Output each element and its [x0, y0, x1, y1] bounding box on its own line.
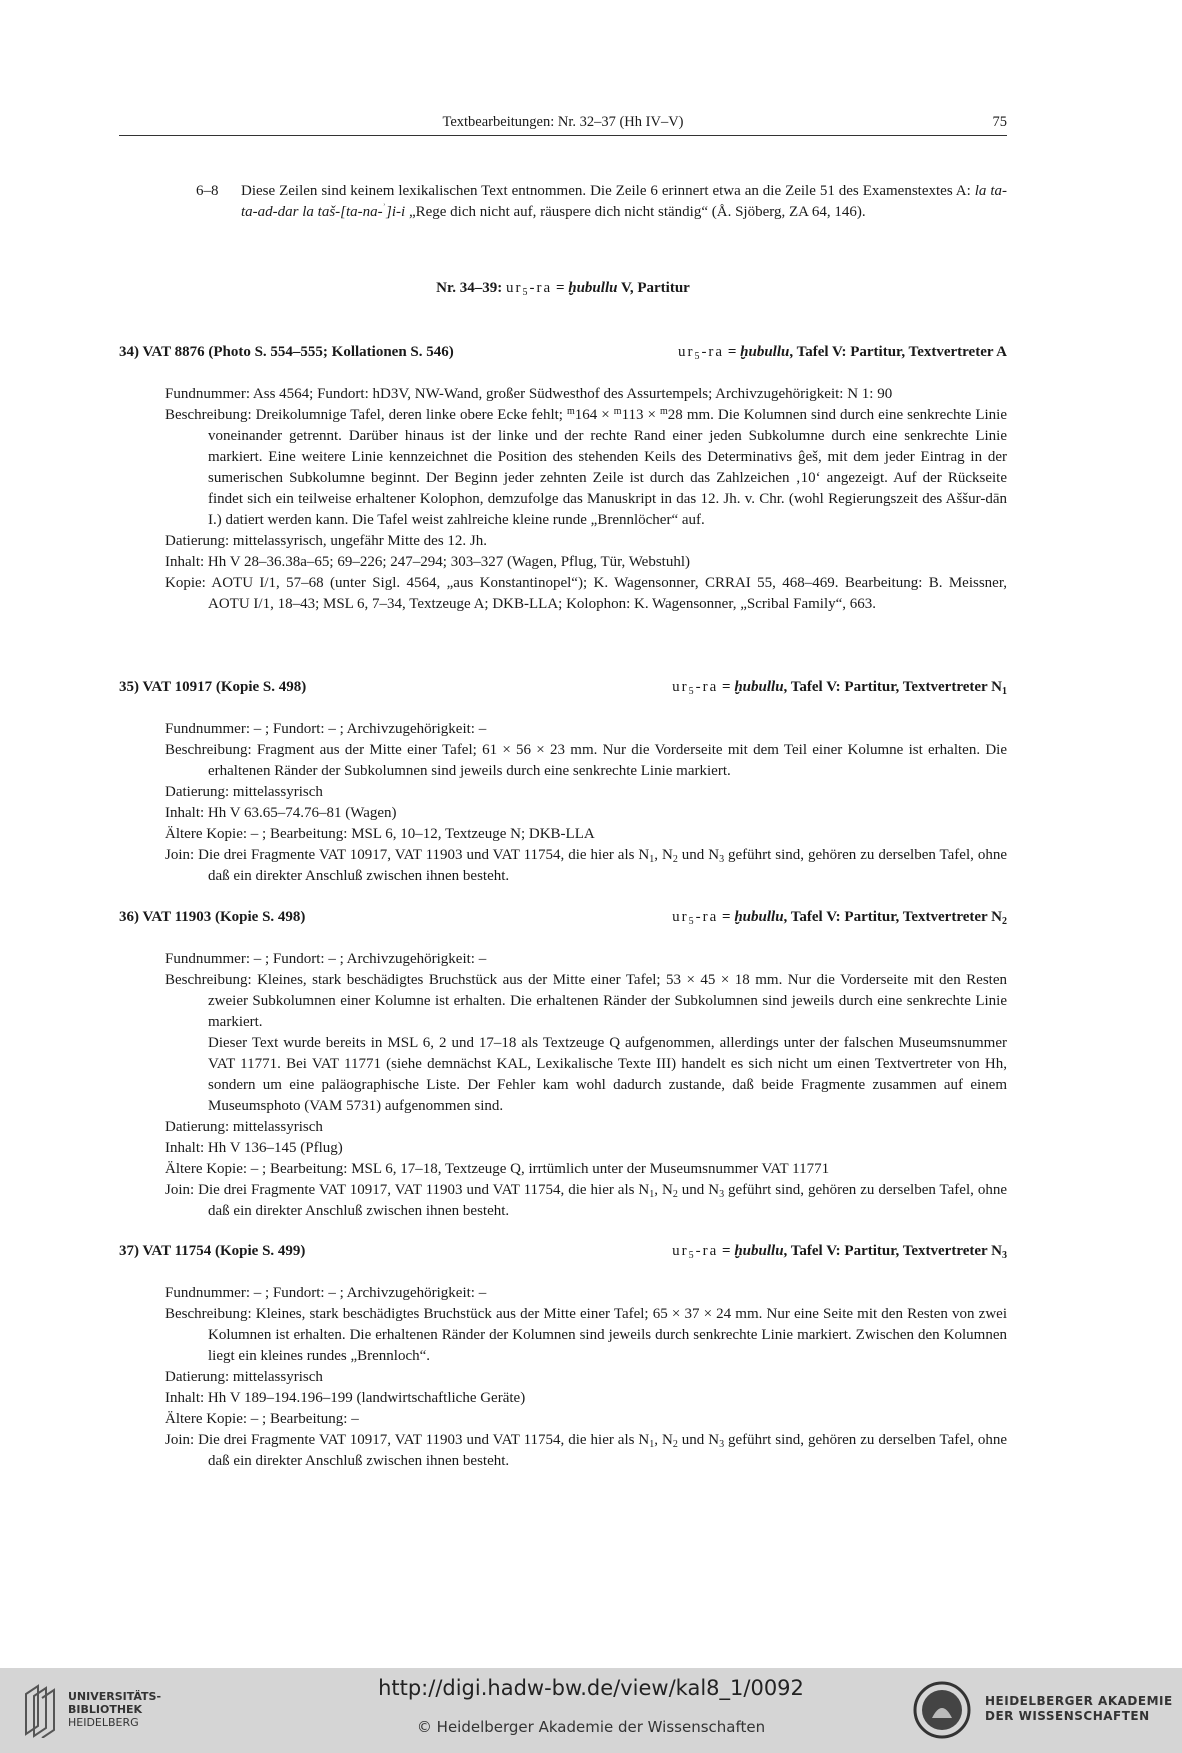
- section-akkadian: ḫubullu: [568, 280, 618, 296]
- title-eq: =: [718, 909, 735, 925]
- join-d: geführt sind, gehören zu derselben Tafel, ohne daß ein direkter Anschluß zwischen ihnen besteht.: [208, 1432, 1007, 1469]
- join-sub-1: 1: [649, 854, 655, 865]
- title-suffix: , Tafel V: Partitur, Textvertreter N: [783, 909, 1002, 925]
- note-translit-end: ]i-i: [386, 204, 406, 220]
- permalink-url[interactable]: http://digi.hadw-bw.de/view/kal8_1/0092: [378, 1676, 804, 1700]
- beschreibung-a: Beschreibung: Dreikolumnige Tafel, deren linke obere Ecke fehlt;: [165, 407, 567, 423]
- entry-title-right: [672, 1243, 1007, 1260]
- datierung: Datierung: mittelassyrisch, ungefähr Mitte des 12. Jh.: [165, 533, 488, 549]
- inhalt: Inhalt: Hh V 63.65–74.76–81 (Wagen): [165, 805, 397, 821]
- title-suffix: , Tafel V: Partitur, Textvertreter N: [783, 679, 1002, 695]
- title-suffix: , Tafel V: Partitur, Textvertreter N: [783, 1243, 1002, 1259]
- entry-title-35: [119, 679, 1007, 701]
- beschreibung: [165, 405, 1007, 531]
- entry-title-right: [672, 679, 1007, 696]
- title-subscript: 2: [1002, 916, 1007, 927]
- datierung: Datierung: mittelassyrisch: [165, 784, 323, 800]
- join-b: , N: [654, 1182, 673, 1198]
- note-text-a: Diese Zeilen sind keinem lexikalischen Text entnommen. Die Zeile 6 erinnert etwa an die Zeile 51 des Examenstextes A:: [241, 183, 975, 199]
- entry-title-34: [119, 344, 1007, 366]
- title-sumerian-a: ur: [672, 679, 689, 695]
- entry-body-34: [165, 384, 1007, 615]
- join-b: , N: [654, 847, 673, 863]
- join-sub-3: 3: [719, 1439, 725, 1450]
- title-sub: 5: [688, 1250, 696, 1261]
- title-sumerian-b: -ra: [695, 1243, 719, 1259]
- dim1: 164 ×: [574, 407, 614, 423]
- join: [165, 845, 1007, 887]
- ub-line-2: BIBLIOTHEK: [68, 1703, 143, 1716]
- join: [165, 1180, 1007, 1222]
- entry-title-right: [678, 344, 1007, 361]
- kopie: Kopie: AOTU I/1, 57–68 (unter Sigl. 4564, „aus Konstantinopel“); K. Wagensonner, CRRAI 55, 468–469. Bearbeitung: B. Meissner, AOTU I/1, 18–43; MSL 6, 7–34, Textzeuge A; DKB-LLA; Kolophon: K. Wagensonner, „Scribal Family“, 663.: [165, 575, 1007, 612]
- entry-body-36: [165, 949, 1007, 1222]
- section-eq: =: [552, 280, 569, 296]
- inhalt: Inhalt: Hh V 28–36.38a–65; 69–226; 247–294; 303–327 (Wagen, Pflug, Tür, Webstuhl): [165, 554, 691, 570]
- title-subscript: 1: [1002, 686, 1007, 697]
- title-sub: 5: [688, 916, 696, 927]
- entry-title-left: 37) VAT 11754 (Kopie S. 499): [119, 1243, 306, 1259]
- join-a: Join: Die drei Fragmente VAT 10917, VAT 11903 und VAT 11754, die hier als N: [165, 847, 650, 863]
- running-header: [119, 114, 1007, 136]
- section-sumerian-b: -ra: [529, 280, 553, 296]
- entry-title-left: 35) VAT 10917 (Kopie S. 498): [119, 679, 307, 695]
- academy-name: [985, 1694, 1173, 1724]
- m-sup-1: m: [566, 406, 575, 417]
- kopie: Ältere Kopie: – ; Bearbeitung: MSL 6, 10–12, Textzeuge N; DKB-LLA: [165, 826, 595, 842]
- title-eq: =: [718, 679, 735, 695]
- join-c: und N: [677, 847, 720, 863]
- join: [165, 1430, 1007, 1472]
- title-sumerian-a: ur: [672, 1243, 689, 1259]
- entry-body-35: [165, 719, 1007, 887]
- ub-line-1: UNIVERSITÄTS-: [68, 1690, 162, 1703]
- beschreibung: Beschreibung: Kleines, stark beschädigtes Bruchstück aus der Mitte einer Tafel; 53 × 45 × 18 mm. Nur die Vorderseite mit den Resten zweier Subkolumnen einer Kolumne ist erhalten. Die erhaltenen Ränder der Subkolumnen sind jeweils durch eine senkrechte Linie markiert.: [165, 972, 1007, 1030]
- kopie: Ältere Kopie: – ; Bearbeitung: –: [165, 1411, 359, 1427]
- section-suffix: V, Partitur: [617, 280, 690, 296]
- note-translit: la ta-ta-ad-dar la taš-[ta-na-: [241, 183, 1007, 220]
- join-sub-3: 3: [719, 854, 725, 865]
- entry-body-37: [165, 1283, 1007, 1472]
- title-sub: 5: [694, 351, 702, 362]
- title-akkadian: ḫubullu: [740, 344, 790, 360]
- note-number: 6–8: [196, 183, 219, 199]
- copyright-notice: © Heidelberger Akademie der Wissenschaften: [416, 1718, 766, 1736]
- title-akkadian: ḫubullu: [734, 1243, 784, 1259]
- section-sub: 5: [522, 287, 530, 298]
- digitization-footer: [0, 1668, 1182, 1753]
- title-sumerian-a: ur: [677, 344, 695, 360]
- section-prefix: Nr. 34–39:: [436, 280, 507, 296]
- title-sumerian-b: -ra: [701, 344, 725, 360]
- join-sub-2: 2: [672, 1439, 678, 1450]
- title-akkadian: ḫubullu: [734, 909, 784, 925]
- datierung: Datierung: mittelassyrisch: [165, 1119, 323, 1135]
- join-sub-3: 3: [719, 1189, 725, 1200]
- m-sup-3: m: [660, 406, 668, 417]
- inhalt: Inhalt: Hh V 136–145 (Pflug): [165, 1140, 343, 1156]
- fundnummer: Fundnummer: – ; Fundort: – ; Archivzugehörigkeit: –: [165, 1285, 487, 1301]
- beschreibung-continued: Dieser Text wurde bereits in MSL 6, 2 und 17–18 als Textzeuge Q aufgenommen, allerdings unter der falschen Museumsnummer VAT 11771. Bei VAT 11771 (siehe demnächst KAL, Lexikalische Texte III) handelt es sich nicht um einen Textvertreter von Hh, sondern um eine paläographische Liste. Der Fehler kam wohl dadurch zustande, daß beide Fragmente zusammen auf einem Museumsphoto (VAM 5731) aufgenommen sind.: [208, 1035, 1007, 1114]
- title-akkadian: ḫubullu: [734, 679, 784, 695]
- title-sub: 5: [688, 686, 696, 697]
- fundnummer: Fundnummer: Ass 4564; Fundort: hD3V, NW-Wand, großer Südwesthof des Assurtempels; Archivzugehörigkeit: N 1: 90: [165, 386, 893, 402]
- entry-title-right: [672, 909, 1007, 926]
- title-eq: =: [724, 344, 741, 360]
- join-sub-2: 2: [672, 1189, 678, 1200]
- running-header-title: Textbearbeitungen: Nr. 32–37 (Hh IV–V): [442, 114, 684, 130]
- join-a: Join: Die drei Fragmente VAT 10917, VAT 11903 und VAT 11754, die hier als N: [165, 1182, 650, 1198]
- title-sumerian-a: ur: [672, 909, 689, 925]
- note-aleph: ʾ: [382, 203, 387, 214]
- join-d: geführt sind, gehören zu derselben Tafel, ohne daß ein direkter Anschluß zwischen ihnen besteht.: [208, 1182, 1007, 1219]
- title-subscript: 3: [1002, 1250, 1007, 1261]
- entry-title-left: 34) VAT 8876 (Photo S. 554–555; Kollationen S. 546): [119, 344, 454, 360]
- join-d: geführt sind, gehören zu derselben Tafel, ohne daß ein direkter Anschluß zwischen ihnen besteht.: [208, 847, 1007, 884]
- fundnummer: Fundnummer: – ; Fundort: – ; Archivzugehörigkeit: –: [165, 721, 487, 737]
- join-sub-2: 2: [672, 854, 678, 865]
- entry-title-37: [119, 1243, 1007, 1265]
- note-6-8: [196, 181, 1007, 223]
- page-number: 75: [992, 114, 1007, 130]
- fundnummer: Fundnummer: – ; Fundort: – ; Archivzugehörigkeit: –: [165, 951, 487, 967]
- join-sub-1: 1: [649, 1189, 655, 1200]
- note-text-b: „Rege dich nicht auf, räuspere dich nicht ständig“ (Å. Sjöberg, ZA 64, 146).: [405, 204, 866, 220]
- academy-seal-icon: [912, 1680, 972, 1740]
- kopie: Ältere Kopie: – ; Bearbeitung: MSL 6, 17–18, Textzeuge Q, irrtümlich unter der Museumsnummer VAT 11771: [165, 1161, 830, 1177]
- join-a: Join: Die drei Fragmente VAT 10917, VAT 11903 und VAT 11754, die hier als N: [165, 1432, 650, 1448]
- section-sumerian-a: ur: [506, 280, 523, 296]
- join-c: und N: [677, 1182, 720, 1198]
- section-heading: [119, 280, 1007, 297]
- entry-title-36: [119, 909, 1007, 931]
- m-sup-2: m: [613, 406, 622, 417]
- header-rule: [119, 135, 1007, 136]
- beschreibung: Beschreibung: Fragment aus der Mitte einer Tafel; 61 × 56 × 23 mm. Nur die Vorderseite mit dem Teil einer Kolumne ist erhalten. Die erhaltenen Ränder der Subkolumnen sind jeweils durch eine senkrechte Linie markiert.: [165, 742, 1007, 779]
- note-text: [241, 181, 1007, 223]
- datierung: Datierung: mittelassyrisch: [165, 1369, 323, 1385]
- hadw-line-1: HEIDELBERGER AKADEMIE: [985, 1694, 1173, 1708]
- join-sub-1: 1: [649, 1439, 655, 1450]
- join-b: , N: [654, 1432, 673, 1448]
- inhalt: Inhalt: Hh V 189–194.196–199 (landwirtschaftliche Geräte): [165, 1390, 526, 1406]
- title-suffix: , Tafel V: Partitur, Textvertreter A: [789, 344, 1007, 360]
- beschreibung: Beschreibung: Kleines, stark beschädigtes Bruchstück aus der Mitte einer Tafel; 65 × 37 × 24 mm. Nur eine Seite mit den Resten von zwei Kolumnen ist erhalten. Die erhaltenen Ränder der Kolumnen sind jeweils durch senkrechte Linie markiert. Zwischen den Kolumnen liegt ein kleines rundes „Brennloch“.: [165, 1306, 1007, 1364]
- join-c: und N: [677, 1432, 720, 1448]
- entry-title-left: 36) VAT 11903 (Kopie S. 498): [119, 909, 306, 925]
- dim3: 28 mm. Die Kolumnen sind durch eine senkrechte Linie voneinander getrennt. Darüber hinaus ist der linke und der rechte Rand einer jeden Subkolumne durch eine senkrechte Linie markiert. Eine weitere Linie kennzeichnet die Position des stehenden Keils des Determinativs ĝeš, mit dem jeder Eintrag in der sumerischen Subkolumne beginnt. Der Beginn jeder zehnten Zeile ist durch das Zahlzeichen ‚10‘ angezeigt. Auf der Rückseite findet sich ein teilweise erhaltener Kolophon, demzufolge das Manuskript in das 12. Jh. v. Chr. (wohl Regierungszeit des Aššur-dān I.) datiert werden kann. Die Tafel weist zahlreiche kleine runde „Brennlöcher“ auf.: [208, 407, 1007, 528]
- title-sumerian-b: -ra: [695, 909, 719, 925]
- dim2: 113 ×: [621, 407, 661, 423]
- hadw-line-2: DER WISSENSCHAFTEN: [985, 1709, 1150, 1723]
- title-eq: =: [718, 1243, 735, 1259]
- ub-line-3: HEIDELBERG: [68, 1716, 139, 1729]
- title-sumerian-b: -ra: [695, 679, 719, 695]
